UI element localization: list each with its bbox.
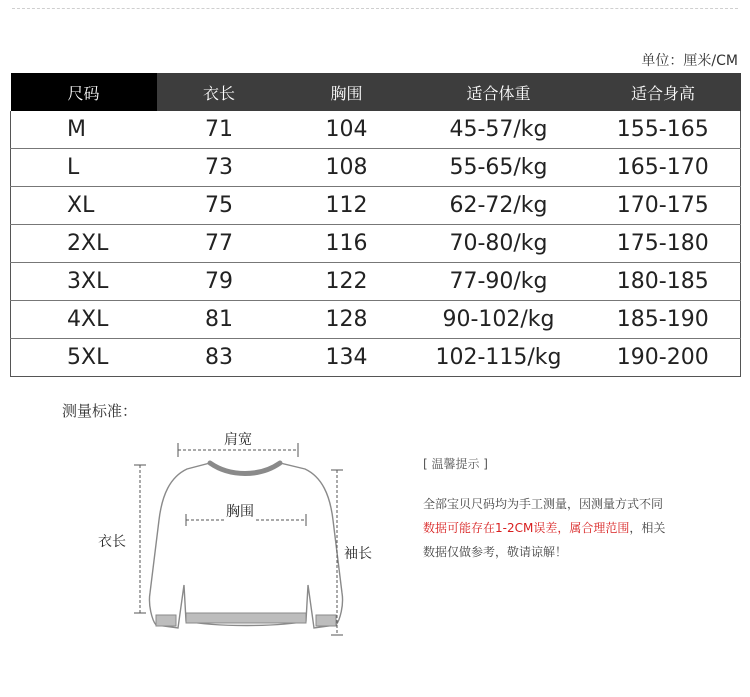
cell-length: 73 xyxy=(157,149,282,187)
cell-chest: 122 xyxy=(282,263,412,301)
cell-height: 155-165 xyxy=(586,111,741,149)
cell-chest: 116 xyxy=(282,225,412,263)
label-sleeve: 袖长 xyxy=(342,543,374,563)
sweater-icon xyxy=(90,425,410,645)
cell-chest: 128 xyxy=(282,301,412,339)
cell-length: 79 xyxy=(157,263,282,301)
cell-height: 165-170 xyxy=(586,149,741,187)
header-chest: 胸围 xyxy=(282,73,412,111)
header-length: 衣长 xyxy=(157,73,282,111)
cell-size: L xyxy=(11,149,157,187)
table-header-row xyxy=(11,73,741,111)
cell-size: 2XL xyxy=(11,225,157,263)
tips-line-2-rest: ，相关 xyxy=(629,521,666,535)
header-weight: 适合体重 xyxy=(412,73,586,111)
cell-weight: 90-102/kg xyxy=(412,301,586,339)
cell-size: 4XL xyxy=(11,301,157,339)
cell-chest: 112 xyxy=(282,187,412,225)
cell-height: 190-200 xyxy=(586,339,741,377)
table-row xyxy=(11,263,741,301)
tips-line-2 xyxy=(423,516,665,540)
measurement-diagram xyxy=(90,425,410,645)
label-chest: 胸围 xyxy=(224,501,256,521)
cell-chest: 108 xyxy=(282,149,412,187)
cell-weight: 55-65/kg xyxy=(412,149,586,187)
cell-weight: 102-115/kg xyxy=(412,339,586,377)
measure-title: 测量标准： xyxy=(62,402,138,420)
table-row xyxy=(11,339,741,377)
top-divider xyxy=(12,8,738,9)
cell-weight: 45-57/kg xyxy=(412,111,586,149)
cell-size: 5XL xyxy=(11,339,157,377)
cell-height: 185-190 xyxy=(586,301,741,339)
table-row xyxy=(11,149,741,187)
cell-length: 81 xyxy=(157,301,282,339)
cell-weight: 77-90/kg xyxy=(412,263,586,301)
header-height: 适合身高 xyxy=(586,73,741,111)
cell-weight: 62-72/kg xyxy=(412,187,586,225)
cell-height: 175-180 xyxy=(586,225,741,263)
cell-length: 77 xyxy=(157,225,282,263)
tips-warning: 数据可能存在1-2CM误差，属合理范围 xyxy=(423,521,630,535)
cell-length: 75 xyxy=(157,187,282,225)
table-row xyxy=(11,301,741,339)
tips-line-1: 全部宝贝尺码均为手工测量，因测量方式不同 xyxy=(423,497,664,511)
cell-chest: 134 xyxy=(282,339,412,377)
cell-weight: 70-80/kg xyxy=(412,225,586,263)
header-size: 尺码 xyxy=(11,73,157,111)
cell-size: M xyxy=(11,111,157,149)
table-row xyxy=(11,225,741,263)
label-shoulder: 肩宽 xyxy=(222,429,254,449)
cell-height: 170-175 xyxy=(586,187,741,225)
cell-size: XL xyxy=(11,187,157,225)
cell-length: 71 xyxy=(157,111,282,149)
table-row xyxy=(11,111,741,149)
cell-size: 3XL xyxy=(11,263,157,301)
table-row xyxy=(11,187,741,225)
tips-title: [ 温馨提示 ] xyxy=(423,457,488,471)
cell-height: 180-185 xyxy=(586,263,741,301)
size-table xyxy=(10,73,741,377)
tips-box xyxy=(423,452,665,564)
tips-line-3: 数据仅做参考，敬请谅解！ xyxy=(423,545,568,559)
label-length: 衣长 xyxy=(96,531,128,551)
cell-length: 83 xyxy=(157,339,282,377)
cell-chest: 104 xyxy=(282,111,412,149)
unit-label: 单位：厘米/CM xyxy=(641,53,738,69)
